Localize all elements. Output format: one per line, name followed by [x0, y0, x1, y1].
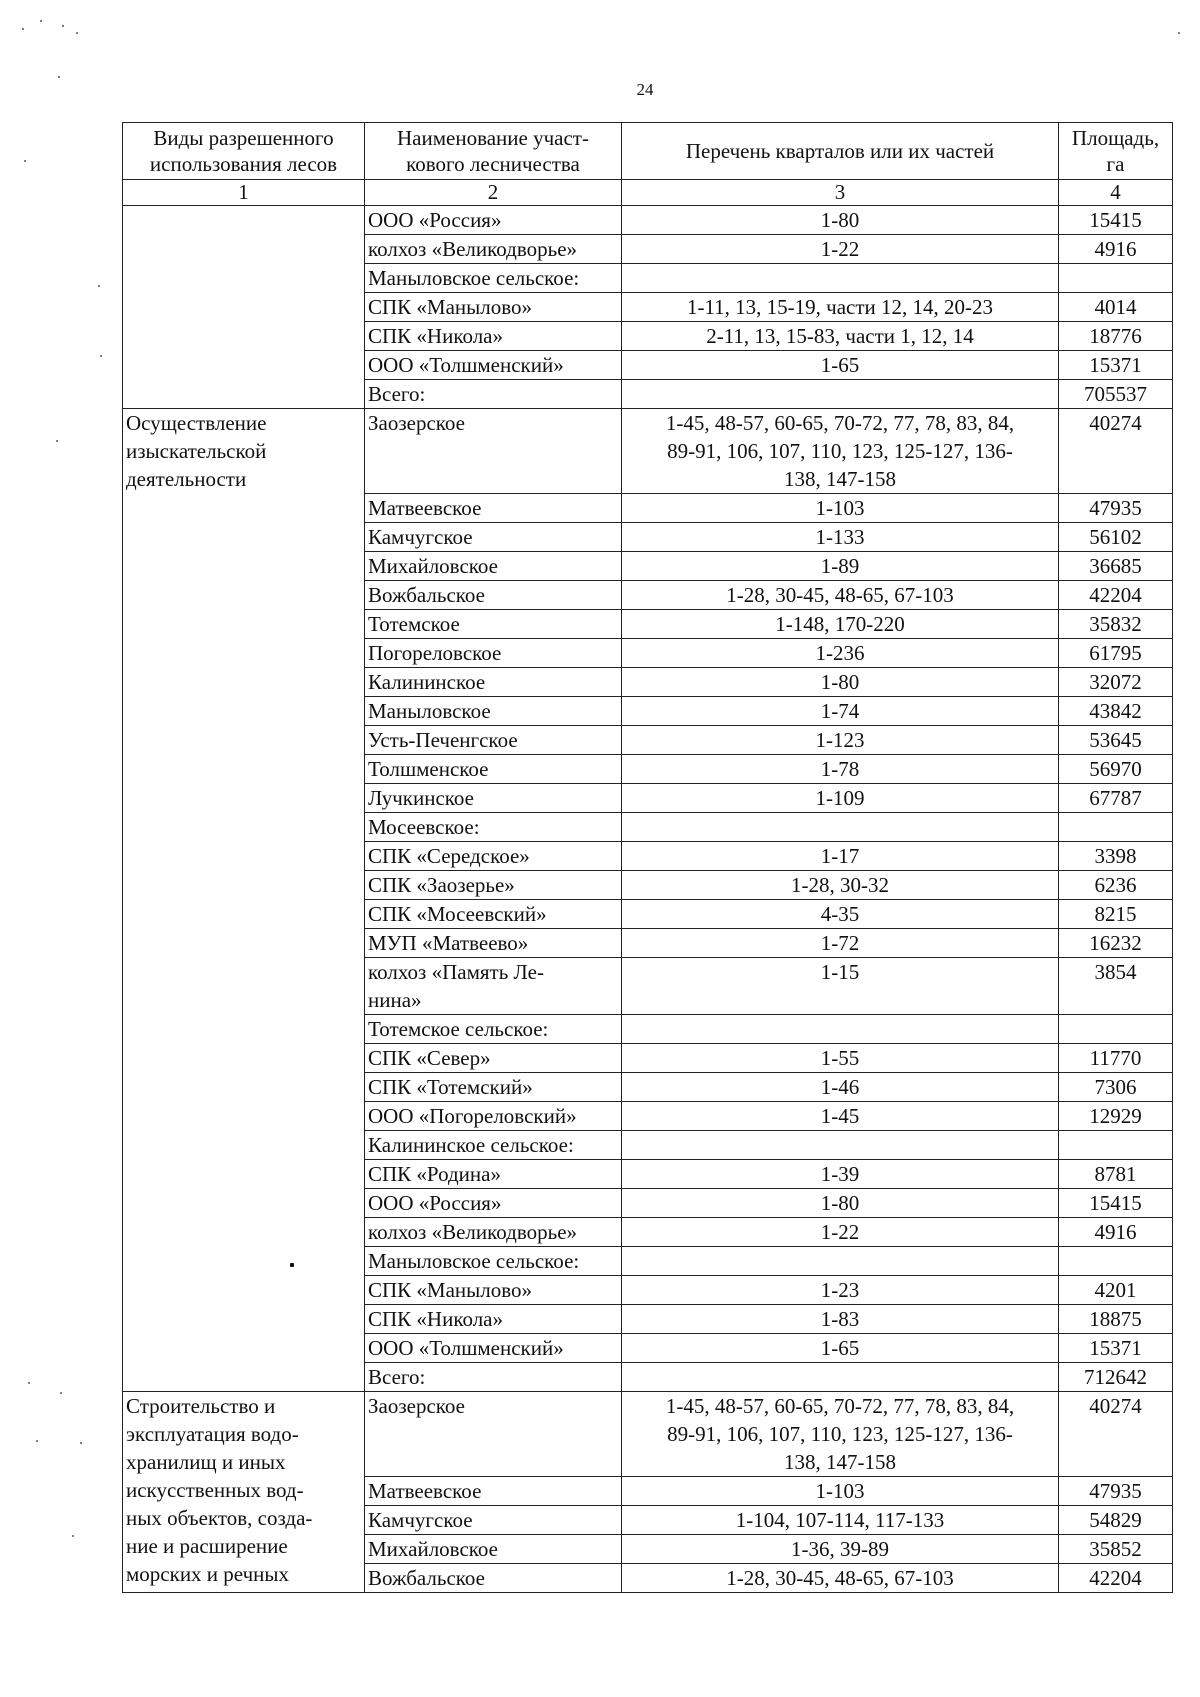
- quarters-cell: 1-236: [622, 639, 1059, 668]
- area-cell: 35832: [1059, 610, 1173, 639]
- forestry-name-cell: СПК «Родина»: [365, 1160, 622, 1189]
- area-cell: 705537: [1059, 380, 1173, 409]
- scan-speck: [28, 1382, 30, 1384]
- column-number: 4: [1059, 180, 1173, 206]
- quarters-cell: [622, 1363, 1059, 1392]
- area-cell: 11770: [1059, 1044, 1173, 1073]
- area-cell: 40274: [1059, 1392, 1173, 1477]
- forestry-name-cell: СПК «Север»: [365, 1044, 622, 1073]
- header-area: Площадь, га: [1059, 123, 1173, 180]
- quarters-cell: 1-104, 107-114, 117-133: [622, 1506, 1059, 1535]
- area-cell: 40274: [1059, 409, 1173, 494]
- header-quarters: Перечень кварталов или их частей: [622, 123, 1059, 180]
- column-number: 3: [622, 180, 1059, 206]
- quarters-cell: 1-55: [622, 1044, 1059, 1073]
- use-type-cell: Строительство и эксплуатация водо- хранилищ и иных искусственных вод- ных объектов, созда- ние и расширение морских и речных: [123, 1392, 365, 1593]
- area-cell: [1059, 1015, 1173, 1044]
- area-cell: 42204: [1059, 1564, 1173, 1593]
- quarters-cell: 1-65: [622, 1334, 1059, 1363]
- quarters-cell: 1-23: [622, 1276, 1059, 1305]
- area-cell: 54829: [1059, 1506, 1173, 1535]
- quarters-cell: 1-28, 30-32: [622, 871, 1059, 900]
- area-cell: 8781: [1059, 1160, 1173, 1189]
- scan-speck: [22, 28, 24, 30]
- quarters-cell: 1-72: [622, 929, 1059, 958]
- column-number: 1: [123, 180, 365, 206]
- forestry-name-cell: Заозерское: [365, 1392, 622, 1477]
- quarters-cell: 1-80: [622, 668, 1059, 697]
- area-cell: 15415: [1059, 1189, 1173, 1218]
- forestry-name-cell: Тотемское сельское:: [365, 1015, 622, 1044]
- forestry-name-cell: Вожбальское: [365, 581, 622, 610]
- scan-speck: [100, 355, 102, 357]
- area-cell: 12929: [1059, 1102, 1173, 1131]
- area-cell: 4916: [1059, 1218, 1173, 1247]
- area-cell: 3398: [1059, 842, 1173, 871]
- scan-speck: [56, 440, 58, 442]
- quarters-cell: 2-11, 13, 15-83, части 1, 12, 14: [622, 322, 1059, 351]
- quarters-cell: [622, 1131, 1059, 1160]
- header-use-type: Виды разрешенного использования лесов: [123, 123, 365, 180]
- scan-speck: [36, 1440, 38, 1442]
- scan-speck: [40, 20, 42, 22]
- area-cell: 8215: [1059, 900, 1173, 929]
- quarters-cell: 1-28, 30-45, 48-65, 67-103: [622, 581, 1059, 610]
- forestry-name-cell: Тотемское: [365, 610, 622, 639]
- scan-speck: [62, 25, 64, 27]
- forestry-name-cell: Камчугское: [365, 1506, 622, 1535]
- quarters-cell: 1-74: [622, 697, 1059, 726]
- scan-speck: [98, 285, 100, 287]
- forestry-name-cell: Калининское: [365, 668, 622, 697]
- use-type-cell: [123, 206, 365, 409]
- quarters-cell: 4-35: [622, 900, 1059, 929]
- quarters-cell: 1-45: [622, 1102, 1059, 1131]
- area-cell: 53645: [1059, 726, 1173, 755]
- forestry-name-cell: Маныловское сельское:: [365, 264, 622, 293]
- forestry-name-cell: Всего:: [365, 380, 622, 409]
- forestry-name-cell: ООО «Россия»: [365, 1189, 622, 1218]
- quarters-cell: 1-17: [622, 842, 1059, 871]
- area-cell: 15415: [1059, 206, 1173, 235]
- quarters-cell: 1-123: [622, 726, 1059, 755]
- scan-speck: [60, 1392, 62, 1394]
- area-cell: 18875: [1059, 1305, 1173, 1334]
- forestry-name-cell: колхоз «Великодворье»: [365, 1218, 622, 1247]
- quarters-cell: 1-65: [622, 351, 1059, 380]
- column-number-row: [123, 180, 1173, 206]
- area-cell: [1059, 1247, 1173, 1276]
- forestry-name-cell: Толшменское: [365, 755, 622, 784]
- forestry-name-cell: Михайловское: [365, 1535, 622, 1564]
- quarters-cell: [622, 813, 1059, 842]
- quarters-cell: 1-45, 48-57, 60-65, 70-72, 77, 78, 83, 84, 89-91, 106, 107, 110, 123, 125-127, 136- 138, 147-158: [622, 409, 1059, 494]
- quarters-cell: 1-109: [622, 784, 1059, 813]
- page-number: 24: [636, 80, 654, 99]
- forestry-name-cell: Матвеевское: [365, 1477, 622, 1506]
- area-cell: 67787: [1059, 784, 1173, 813]
- area-cell: 56970: [1059, 755, 1173, 784]
- area-cell: 4916: [1059, 235, 1173, 264]
- forestry-name-cell: СПК «Тотемский»: [365, 1073, 622, 1102]
- quarters-cell: 1-46: [622, 1073, 1059, 1102]
- forestry-name-cell: СПК «Середское»: [365, 842, 622, 871]
- area-cell: 18776: [1059, 322, 1173, 351]
- forestry-name-cell: ООО «Толшменский»: [365, 351, 622, 380]
- quarters-cell: 1-39: [622, 1160, 1059, 1189]
- forestry-name-cell: СПК «Мосеевский»: [365, 900, 622, 929]
- quarters-cell: 1-45, 48-57, 60-65, 70-72, 77, 78, 83, 84, 89-91, 106, 107, 110, 123, 125-127, 136- 138, 147-158: [622, 1392, 1059, 1477]
- quarters-cell: 1-28, 30-45, 48-65, 67-103: [622, 1564, 1059, 1593]
- forestry-name-cell: Усть-Печенгское: [365, 726, 622, 755]
- area-cell: 56102: [1059, 523, 1173, 552]
- forestry-name-cell: МУП «Матвеево»: [365, 929, 622, 958]
- quarters-cell: 1-80: [622, 1189, 1059, 1218]
- forestry-name-cell: Матвеевское: [365, 494, 622, 523]
- forest-use-table: [122, 122, 1173, 1593]
- forestry-name-cell: СПК «Заозерье»: [365, 871, 622, 900]
- quarters-cell: [622, 380, 1059, 409]
- area-cell: 15371: [1059, 1334, 1173, 1363]
- quarters-cell: 1-103: [622, 1477, 1059, 1506]
- area-cell: 4201: [1059, 1276, 1173, 1305]
- forestry-name-cell: Всего:: [365, 1363, 622, 1392]
- forestry-name-cell: Лучкинское: [365, 784, 622, 813]
- area-cell: 4014: [1059, 293, 1173, 322]
- forestry-name-cell: ООО «Погореловский»: [365, 1102, 622, 1131]
- forestry-name-cell: Мосеевское:: [365, 813, 622, 842]
- scan-speck: [290, 1263, 294, 1267]
- forestry-name-cell: Маныловское сельское:: [365, 1247, 622, 1276]
- quarters-cell: [622, 1247, 1059, 1276]
- forestry-name-cell: колхоз «Великодворье»: [365, 235, 622, 264]
- forestry-name-cell: Вожбальское: [365, 1564, 622, 1593]
- quarters-cell: 1-103: [622, 494, 1059, 523]
- quarters-cell: 1-78: [622, 755, 1059, 784]
- scan-speck: [80, 1442, 82, 1444]
- quarters-cell: 1-11, 13, 15-19, части 12, 14, 20-23: [622, 293, 1059, 322]
- header-forestry-name: Наименование участ- кового лесничества: [365, 123, 622, 180]
- quarters-cell: [622, 1015, 1059, 1044]
- area-cell: 3854: [1059, 958, 1173, 1015]
- area-cell: 36685: [1059, 552, 1173, 581]
- area-cell: [1059, 1131, 1173, 1160]
- area-cell: 47935: [1059, 494, 1173, 523]
- area-cell: 61795: [1059, 639, 1173, 668]
- header-row: [123, 123, 1173, 180]
- use-type-cell: Осуществление изыскательской деятельности: [123, 409, 365, 1392]
- quarters-cell: 1-22: [622, 235, 1059, 264]
- area-cell: 15371: [1059, 351, 1173, 380]
- forestry-name-cell: Заозерское: [365, 409, 622, 494]
- area-cell: 7306: [1059, 1073, 1173, 1102]
- area-cell: 47935: [1059, 1477, 1173, 1506]
- quarters-cell: 1-36, 39-89: [622, 1535, 1059, 1564]
- quarters-cell: 1-133: [622, 523, 1059, 552]
- area-cell: [1059, 264, 1173, 293]
- area-cell: 35852: [1059, 1535, 1173, 1564]
- scan-speck: [1178, 32, 1180, 34]
- forestry-name-cell: СПК «Никола»: [365, 322, 622, 351]
- area-cell: 43842: [1059, 697, 1173, 726]
- forestry-name-cell: Михайловское: [365, 552, 622, 581]
- quarters-cell: 1-22: [622, 1218, 1059, 1247]
- quarters-cell: 1-89: [622, 552, 1059, 581]
- area-cell: 6236: [1059, 871, 1173, 900]
- quarters-cell: [622, 264, 1059, 293]
- forestry-name-cell: Маныловское: [365, 697, 622, 726]
- quarters-cell: 1-15: [622, 958, 1059, 1015]
- area-cell: [1059, 813, 1173, 842]
- forestry-name-cell: Погореловское: [365, 639, 622, 668]
- quarters-cell: 1-148, 170-220: [622, 610, 1059, 639]
- forestry-name-cell: ООО «Россия»: [365, 206, 622, 235]
- forestry-name-cell: СПК «Никола»: [365, 1305, 622, 1334]
- area-cell: 16232: [1059, 929, 1173, 958]
- forestry-name-cell: ООО «Толшменский»: [365, 1334, 622, 1363]
- scan-speck: [76, 32, 78, 34]
- area-cell: 42204: [1059, 581, 1173, 610]
- forestry-name-cell: Камчугское: [365, 523, 622, 552]
- forestry-name-cell: СПК «Манылово»: [365, 1276, 622, 1305]
- scan-speck: [72, 1535, 74, 1537]
- column-number: 2: [365, 180, 622, 206]
- quarters-cell: 1-83: [622, 1305, 1059, 1334]
- table-row: [123, 206, 1173, 235]
- table-row: [123, 409, 1173, 494]
- table-row: [123, 1392, 1173, 1477]
- scan-speck: [58, 76, 60, 78]
- quarters-cell: 1-80: [622, 206, 1059, 235]
- forestry-name-cell: Калининское сельское:: [365, 1131, 622, 1160]
- area-cell: 32072: [1059, 668, 1173, 697]
- forestry-name-cell: колхоз «Память Ле- нина»: [365, 958, 622, 1015]
- scan-speck: [24, 160, 26, 162]
- area-cell: 712642: [1059, 1363, 1173, 1392]
- forestry-name-cell: СПК «Манылово»: [365, 293, 622, 322]
